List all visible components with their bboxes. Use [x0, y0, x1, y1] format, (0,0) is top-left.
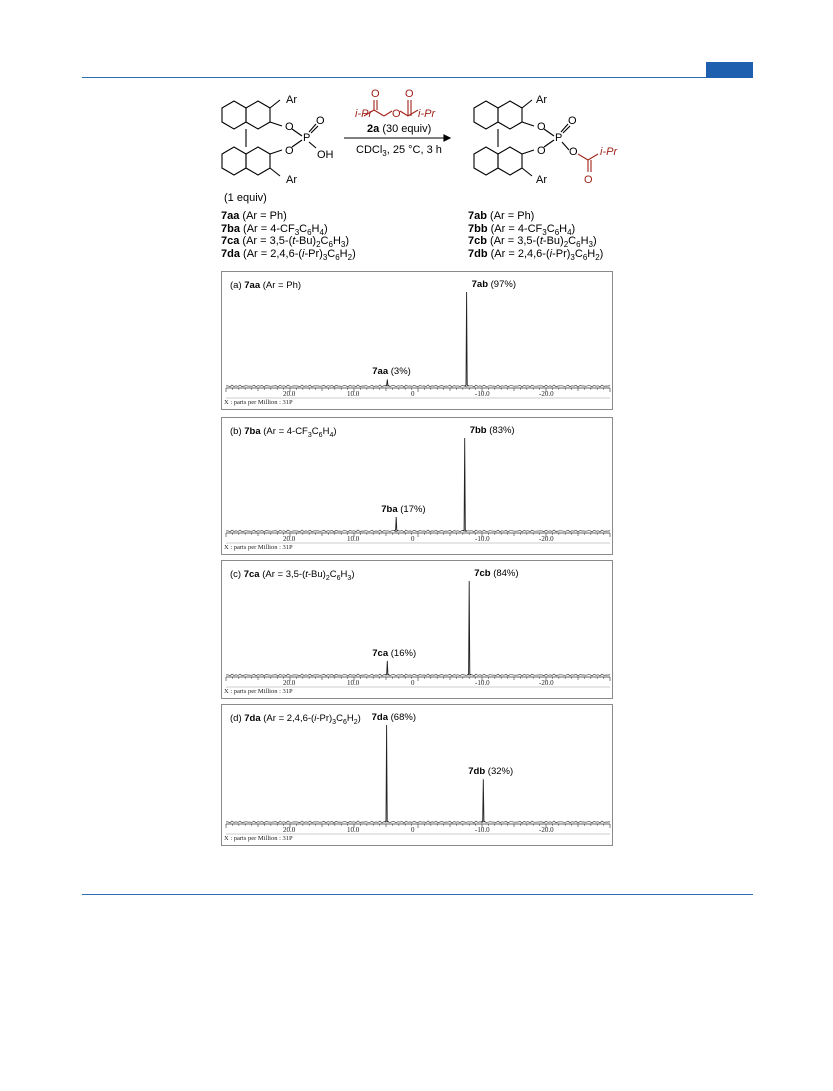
- x-axis-label: X : parts per Million : 31P: [224, 835, 293, 842]
- product-id: 7db: [468, 247, 488, 260]
- spectrum-peak-7ca: [385, 661, 389, 675]
- x-tick-label: 20.0: [283, 826, 296, 834]
- reactant-o1: O: [285, 121, 294, 133]
- reactant-ar: $(Ar = 3,5-(t-Bu)_2C_6H_3)$: [242, 235, 350, 250]
- reactant-ar: (Ar = Ph): [242, 210, 287, 222]
- reagent-ipr-left: i-Pr: [355, 108, 373, 120]
- reactant-row: [221, 210, 356, 223]
- spectrum-plot: [222, 418, 614, 556]
- x-axis-label: X : parts per Million : 31P: [224, 688, 293, 695]
- peak-label-7da: 7da (68%): [371, 712, 416, 723]
- spectrum-peak-7da: [385, 725, 389, 822]
- product-p: P: [555, 132, 563, 144]
- peak-label-7ba: 7ba (17%): [381, 504, 426, 516]
- x-tick-label: -10.0: [475, 679, 490, 687]
- reagent-o-top1: O: [371, 88, 380, 100]
- product-row: [468, 223, 603, 236]
- spectrum-peak-7ba: [394, 517, 398, 531]
- product-row: [468, 210, 603, 223]
- product-o1: O: [537, 121, 546, 133]
- reactant-id: 7da: [221, 247, 240, 260]
- reactant-row: [221, 223, 356, 236]
- spectrum-plot: [222, 705, 614, 847]
- panel-label: (d) 7da $(Ar = 2,4,6-(i-Pr)_3C_6H_2)$: [230, 713, 361, 726]
- spectrum-baseline: [226, 674, 610, 676]
- product-ar-top: Ar: [536, 94, 547, 106]
- spectrum-panel: [221, 417, 613, 555]
- product-ar-bottom: Ar: [536, 174, 547, 186]
- panel-label: (a) 7aa (Ar = Ph): [230, 280, 302, 291]
- reactant-o-double: O: [316, 115, 325, 127]
- nmr-spectra-figure: [221, 271, 613, 846]
- x-tick-label: 10.0: [347, 535, 360, 543]
- spectrum-panel: [221, 271, 613, 410]
- x-tick-label: -10.0: [475, 390, 490, 398]
- peak-label-7aa: 7aa (3%): [372, 366, 411, 378]
- reactant-row: [221, 248, 356, 261]
- x-tick-label: 20.0: [283, 390, 296, 398]
- reagent-ipr-right: i-Pr: [418, 108, 436, 120]
- x-tick-label: 20.0: [283, 679, 296, 687]
- reagent-label: [367, 123, 431, 135]
- reactant-oh: OH: [317, 149, 334, 161]
- x-tick-label: -20.0: [539, 679, 554, 687]
- x-tick-label: 0: [411, 679, 415, 687]
- reactant-row: [221, 235, 356, 248]
- reaction-conditions: CDCl$_3$, 25 °C, 3 h: [356, 144, 442, 159]
- x-axis-label: X : parts per Million : 31P: [224, 544, 293, 551]
- peak-label-7bb: 7bb (83%): [469, 425, 515, 436]
- product-ar: $(Ar = 3,5-(t-Bu)_2C_6H_3)$: [490, 235, 597, 250]
- spectrum-peak-7bb: [463, 438, 467, 531]
- product-o-double: O: [568, 115, 577, 127]
- x-tick-label: 10.0: [347, 679, 360, 687]
- product-ar: (Ar = Ph): [490, 210, 535, 222]
- product-list: [468, 210, 603, 260]
- spectrum-baseline: [226, 530, 610, 532]
- reactant-ar: $(Ar = 4-CF_3C_6H_4)$: [243, 222, 328, 237]
- product-o-ester: O: [569, 146, 578, 158]
- x-tick-label: 0: [411, 826, 415, 834]
- reagent-o-top2: O: [405, 88, 414, 100]
- reactant-ar: $(Ar = 2,4,6-(i-Pr)_3C_6H_2)$: [243, 247, 356, 262]
- spectrum-peak-7cb: [467, 581, 471, 675]
- x-tick-label: 10.0: [347, 826, 360, 834]
- reactant-list: [221, 210, 356, 260]
- product-row: [468, 248, 603, 261]
- x-tick-label: 10.0: [347, 390, 360, 398]
- product-row: [468, 235, 603, 248]
- product-o2: O: [537, 145, 546, 157]
- x-tick-label: -20.0: [539, 826, 554, 834]
- reactant-amount: (1 equiv): [224, 192, 267, 204]
- x-tick-label: 20.0: [283, 535, 296, 543]
- top-rule: [82, 77, 753, 78]
- x-tick-label: -10.0: [475, 826, 490, 834]
- spectrum-baseline: [226, 385, 610, 387]
- spectrum-peak-7aa: [385, 379, 389, 386]
- spectrum-panel: [221, 560, 613, 699]
- spectrum-peak-7ab: [465, 292, 469, 386]
- x-tick-label: 0: [411, 535, 415, 543]
- peak-label-7cb: 7cb (84%): [474, 568, 519, 579]
- product-id: 7bb: [468, 222, 488, 235]
- peak-label-7ca: 7ca (16%): [372, 647, 417, 659]
- reactant-p: P: [303, 132, 311, 144]
- spectrum-baseline: [226, 821, 610, 823]
- product-ipr: i-Pr: [600, 146, 618, 158]
- spectrum-plot: [222, 561, 614, 700]
- reagent-amount: (30 equiv): [382, 123, 432, 135]
- product-ar: $(Ar = 2,4,6-(i-Pr)_3C_6H_2)$: [490, 247, 604, 262]
- peak-label-7ab: 7ab (97%): [471, 279, 516, 290]
- product-ar: $(Ar = 4-CF_3C_6H_4)$: [490, 222, 576, 237]
- spectrum-panel: [221, 704, 613, 846]
- panel-label: (b) 7ba $(Ar = 4-CF_3C_6H_4)$: [230, 426, 337, 439]
- x-tick-label: -20.0: [539, 535, 554, 543]
- x-tick-label: -10.0: [475, 535, 490, 543]
- reactant-id: 7aa: [221, 210, 240, 222]
- reactant-ar-bottom: Ar: [286, 174, 297, 186]
- x-tick-label: -20.0: [539, 390, 554, 398]
- reaction-scheme: [212, 86, 632, 262]
- reagent-name: 2a: [367, 123, 380, 135]
- reactant-id: 7ca: [221, 235, 240, 247]
- panel-label: (c) 7ca $(Ar = 3,5-(t-Bu)_2C_6H_3)$: [230, 569, 355, 582]
- product-id: 7ab: [468, 210, 487, 222]
- reactant-ar-top: Ar: [286, 94, 297, 106]
- peak-label-7db: 7db (32%): [468, 766, 514, 778]
- reactant-id: 7ba: [221, 222, 240, 235]
- spectrum-peak-7db: [481, 779, 485, 822]
- product-id: 7cb: [468, 235, 487, 247]
- x-axis-label: X : parts per Million : 31P: [224, 399, 293, 406]
- bottom-rule: [82, 894, 753, 895]
- page-tab: [706, 62, 753, 78]
- reactant-o2: O: [285, 145, 294, 157]
- spectrum-plot: [222, 272, 614, 411]
- x-tick-label: 0: [411, 390, 415, 398]
- product-o-carbonyl: O: [584, 174, 593, 186]
- reagent-o-mid: O: [392, 108, 401, 120]
